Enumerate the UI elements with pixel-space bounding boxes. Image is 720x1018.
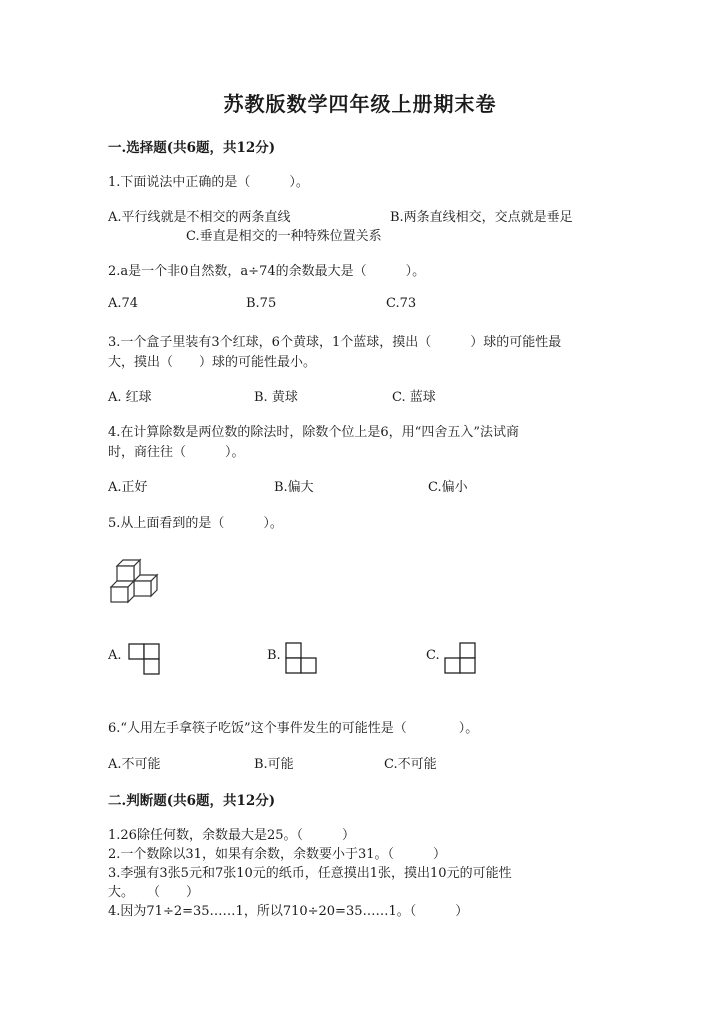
question-1-stem: 1.下面说法中正确的是（ ）。 — [108, 175, 309, 190]
option-c-top-view-icon — [445, 643, 477, 675]
question-2-option-c[interactable]: C.73 — [386, 296, 417, 311]
question-6-stem: 6.“人用左手拿筷子吃饭”这个事件发生的可能性是（ ）。 — [108, 721, 479, 736]
section-heading-judgement: 二.判断题(共6题，共12分) — [108, 793, 276, 809]
question-2-option-a[interactable]: A.74 — [108, 296, 139, 311]
option-b-top-view-icon — [286, 643, 318, 675]
question-6-option-b[interactable]: B.可能 — [254, 757, 294, 772]
question-4-stem-line1: 4.在计算除数是两位数的除法时，除数个位上是6，用“四舍五入”法试商 — [108, 425, 519, 440]
question-5-option-b[interactable]: B. — [267, 648, 281, 663]
question-6-option-a[interactable]: A.不可能 — [108, 757, 161, 772]
question-2-option-b[interactable]: B.75 — [246, 296, 277, 311]
section-heading-choice: 一.选择题(共6题，共12分) — [108, 140, 276, 156]
question-3-option-a[interactable]: A. 红球 — [108, 390, 152, 405]
question-5-stem: 5.从上面看到的是（ ）。 — [108, 516, 283, 531]
cube-stack-figure — [108, 560, 162, 602]
question-6-option-c[interactable]: C.不可能 — [384, 757, 437, 772]
question-1-option-a[interactable]: A.平行线就是不相交的两条直线 — [108, 210, 291, 225]
question-4-stem-line2: 时，商往往（ ）。 — [108, 445, 245, 460]
question-4-option-c[interactable]: C.偏小 — [428, 480, 468, 495]
question-4-option-a[interactable]: A.正好 — [108, 480, 148, 495]
judgement-3-line1[interactable]: 3.李强有3张5元和7张10元的纸币，任意摸出1张，摸出10元的可能性 — [108, 866, 512, 881]
judgement-4[interactable]: 4.因为71÷2=35……1，所以710÷20=35……1。（ ） — [108, 904, 469, 919]
option-a-top-view-icon — [129, 644, 161, 676]
question-4-option-b[interactable]: B.偏大 — [274, 480, 314, 495]
judgement-2[interactable]: 2.一个数除以31，如果有余数，余数要小于31。（ ） — [108, 847, 446, 862]
question-5-option-a[interactable]: A. — [108, 648, 122, 663]
question-3-stem-line2: 大，摸出（ ）球的可能性最小。 — [108, 355, 317, 370]
judgement-1[interactable]: 1.26除任何数，余数最大是25。（ ） — [108, 828, 355, 843]
question-1-option-c[interactable]: C.垂直是相交的一种特殊位置关系 — [186, 229, 382, 244]
question-5-option-c[interactable]: C. — [426, 648, 440, 663]
judgement-3-line2[interactable]: 大。 （ ） — [108, 885, 200, 900]
question-2-stem: 2.a是一个非0自然数，a÷74的余数最大是（ ）。 — [108, 264, 426, 279]
question-3-option-b[interactable]: B. 黄球 — [254, 390, 298, 405]
page-title: 苏教版数学四年级上册期末卷 — [223, 92, 497, 116]
question-3-stem-line1: 3.一个盒子里装有3个红球，6个黄球，1个蓝球，摸出（ ）球的可能性最 — [108, 335, 562, 350]
question-1-option-b[interactable]: B.两条直线相交，交点就是垂足 — [390, 210, 573, 225]
question-3-option-c[interactable]: C. 蓝球 — [392, 390, 436, 405]
